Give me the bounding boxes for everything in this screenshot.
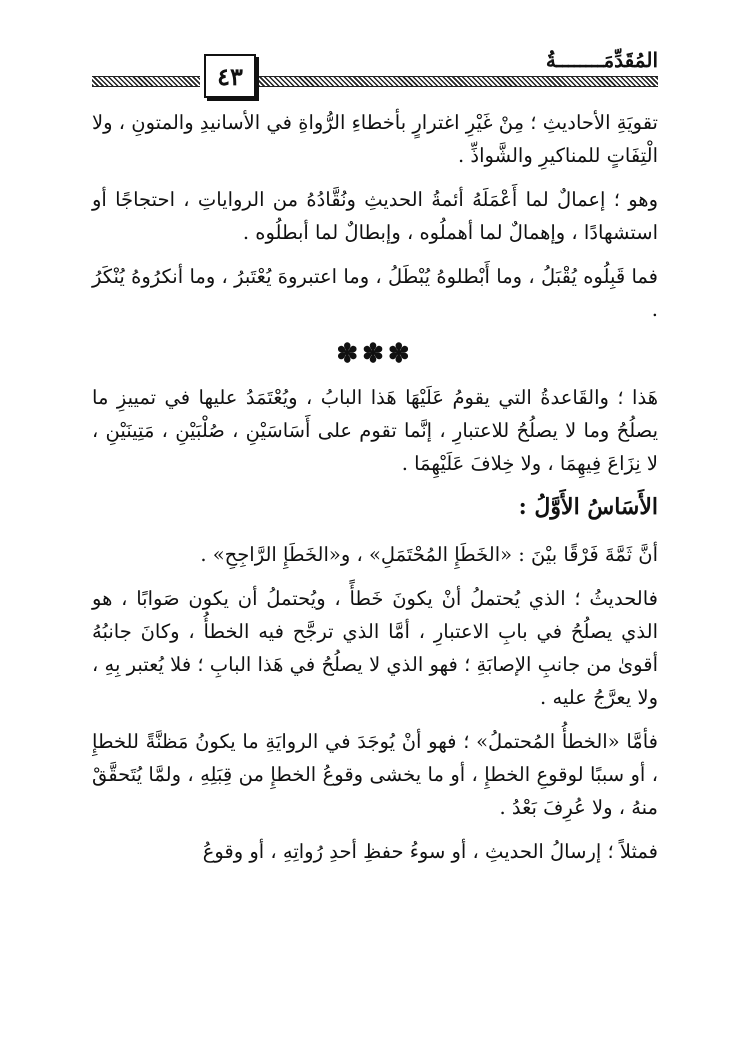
page-body: [92, 106, 658, 879]
running-header-title: المُقَدِّمَــــــــةُ: [545, 48, 658, 72]
page-number: ٤٣: [217, 61, 243, 91]
paragraph-5: أنَّ ثَمَّةَ فَرْقًا بيْنَ : «الخَطَإِ المُحْتَمَلِ» ، و«الخَطَإِ الرَّاجِحِ» .: [200, 543, 658, 566]
header-ornament-rule-right: [258, 76, 658, 87]
section-heading: الأَسَاسُ الأَوَّلُ :: [518, 494, 658, 520]
paragraph-1: تقويَةِ الأحاديثِ ؛ مِنْ غَيْرِ اغترارٍ بأخطاءِ الرُّواةِ في الأسانيدِ والمتونِ ، ولا الْتِفَاتٍ للمناكيرِ والشَّواذِّ .: [92, 111, 658, 167]
paragraph-2: وهو ؛ إعمالٌ لما أَعْمَلَهُ أئمةُ الحديثِ ونُقَّادُهُ من الرواياتِ ، احتجاجًا أو استشهادًا ، وإهمالٌ لما أهملُوه ، وإبطالٌ لما أبطلُوه .: [92, 188, 658, 244]
header-ornament-rule-left: [92, 76, 200, 87]
page-number-box: [204, 54, 256, 98]
paragraph-6: فالحديثُ ؛ الذي يُحتملُ أنْ يكونَ خَطأً ، ويُحتملُ أن يكون صَوابًا ، هو الذي يصلُحُ في بابِ الاعتبارِ ، أمَّا الذي ترجَّح فيه الخطأُ ، وكانَ جانبُهُ أقوىٰ من جانبِ الإصابَةِ ؛ فهو الذي لا يصلُحُ في هَذا البابِ ؛ فلا يُعتبر بِهِ ، ولا يعرَّجُ عليه .: [92, 587, 658, 709]
paragraph-8: فمثلاً ؛ إرسالُ الحديثِ ، أو سوءُ حفظِ أحدِ رُواتِهِ ، أو وقوعُ: [202, 840, 658, 863]
section-divider-stars: ✽✽✽: [336, 339, 414, 369]
paragraph-4: هَذا ؛ والقَاعدةُ التي يقومُ عَلَيْهَا هَذا البابُ ، ويُعْتَمَدُ عليها في تمييزِ ما يصلُحُ وما لا يصلُحُ للاعتبارِ ، إنَّما تقوم على أَسَاسَيْنِ ، صُلْبَيْنِ ، مَتِينَيْنِ ، لا نِزَاعَ فِيهِمَا ، ولا خِلافَ عَلَيْهِمَا .: [92, 386, 658, 475]
paragraph-3: فما قَبِلُوه يُقْبَلُ ، وما أَبْطلوهُ يُبْطَلُ ، وما اعتبروهَ يُعْتَبرُ ، وما أنكرُوهُ يُنْكَرُ .: [92, 265, 658, 321]
paragraph-7: فأمَّا «الخطأُ المُحتملُ» ؛ فهو أنْ يُوجَدَ في الروايَةِ ما يكونُ مَظنَّةً للخطإِ ، أو سببًا لوقوعِ الخطإِ ، أو ما يخشى وقوعُ الخطإِ من قِبَلِهِ ، ولمَّا يُتَحقَّقْ منهُ ، ولا عُرِفَ بَعْدُ .: [92, 730, 658, 819]
